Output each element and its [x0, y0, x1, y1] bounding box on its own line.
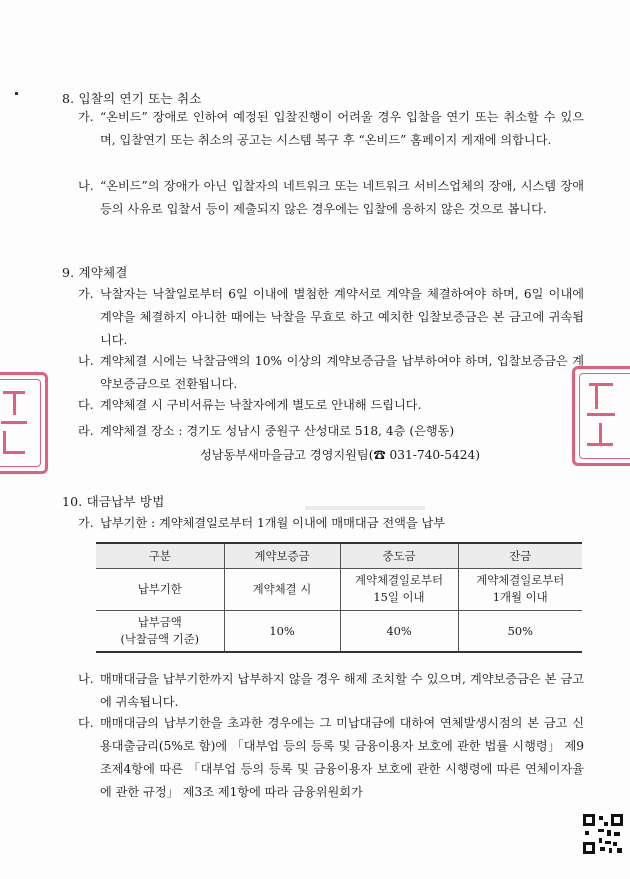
- section-9-item-na: [78, 350, 584, 396]
- item-text: 매매대금의 납부기한을 초과한 경우에는 그 미납대금에 대하여 연체발생시점의 본 금고 신용대출금리(5%로 함)에 「대부업 등의 등록 및 금융이용자 보호에 관한 법률 시행령」 제9조제4항에 따른 「대부업 등의 등록 및 금융이용자 보호에 관한 시행령에 따른 연체이자율에 관한 규정」 제3조 제1항에 따라 금융위원회가: [100, 716, 584, 799]
- cell-line: (낙찰금액 기준): [120, 631, 200, 646]
- section-9-heading: 9. 계약체결: [62, 265, 128, 280]
- section-10-heading: 10. 대금납부 방법: [62, 494, 165, 509]
- contact-line: 성남동부새마을금고 경영지원팀(☎ 031-740-5424): [200, 448, 481, 462]
- cell-line: 납부금액: [137, 614, 182, 629]
- section-9-item-ra: [78, 420, 584, 443]
- row-label-due: 납부기한: [96, 568, 224, 610]
- cell-balance-amount: 50%: [458, 610, 582, 652]
- qr-code-icon: [583, 814, 623, 854]
- item-marker: 나.: [78, 354, 94, 368]
- seal-stamp-icon: [0, 372, 48, 474]
- table-row: [96, 568, 582, 610]
- table-header-row: [96, 543, 582, 568]
- header-deposit: 계약보증금: [224, 543, 340, 568]
- item-marker: 다.: [78, 716, 94, 730]
- cell-balance-due: [458, 568, 582, 610]
- cell-interim-due: [340, 568, 458, 610]
- section-8-heading: 8. 입찰의 연기 또는 취소: [62, 91, 202, 106]
- item-text: 계약체결 장소 : 경기도 성남시 중원구 산성대로 518, 4층 (은행동): [100, 424, 455, 438]
- item-marker: 나.: [78, 672, 94, 686]
- item-marker: 라.: [78, 424, 94, 438]
- item-text: 매매대금을 납부기한까지 납부하지 않을 경우 해제 조치할 수 있으며, 계약보증금은 본 금고에 귀속됩니다.: [100, 672, 584, 709]
- payment-table: [96, 542, 582, 653]
- section-10-item-na: [78, 668, 584, 714]
- cell-line: 1개월 이내: [492, 590, 548, 604]
- header-category: 구분: [96, 543, 224, 568]
- seal-stamp-icon: [572, 366, 630, 466]
- scan-speck: [15, 92, 18, 95]
- section-9-item-da: [78, 394, 584, 417]
- cell-line: 계약체결일로부터: [476, 573, 565, 587]
- item-text: 납부기한 : 계약체결일로부터 1개월 이내에 매매대금 전액을 납부: [100, 516, 446, 530]
- table-row: [96, 610, 582, 652]
- section-9-item-ga: [78, 283, 584, 352]
- cell-deposit-due: 계약체결 시: [224, 568, 340, 610]
- section-8-item-ga: [78, 106, 584, 152]
- header-balance: 잔금: [458, 543, 582, 568]
- item-text: “온비드” 장애로 인하여 예정된 입찰진행이 어려울 경우 입찰을 연기 또는 취소할 수 있으며, 입찰연기 또는 취소의 공고는 시스템 복구 후 “온비드” 홈페이지 게재에 의합니다.: [100, 110, 584, 147]
- section-8-item-na: [78, 175, 584, 221]
- item-text: “온비드”의 장애가 아닌 입찰자의 네트워크 또는 네트워크 서비스업체의 장애, 시스템 장애 등의 사유로 입찰서 등이 제출되지 않은 경우에는 입찰에 응하지 않은 것으로 봅니다.: [100, 179, 584, 216]
- row-label-amount: [96, 610, 224, 652]
- item-text: 계약체결 시에는 낙찰금액의 10% 이상의 계약보증금을 납부하여야 하며, 입찰보증금은 계약보증금으로 전환됩니다.: [100, 354, 584, 391]
- cell-line: 계약체결일로부터: [354, 573, 444, 587]
- cell-line: 15일 이내: [373, 590, 425, 604]
- item-text: 낙찰자는 낙찰일로부터 6일 이내에 별첨한 계약서로 계약을 체결하여야 하며, 6일 이내에 계약을 체결하지 아니한 때에는 낙찰을 무효로 하고 예치한 입찰보증금은 본 금고에 귀속됩니다.: [100, 287, 584, 347]
- item-marker: 다.: [78, 398, 94, 412]
- item-marker: 가.: [78, 516, 94, 530]
- item-marker: 가.: [78, 110, 94, 124]
- scan-artifact: [305, 506, 425, 510]
- cell-interim-amount: 40%: [340, 610, 458, 652]
- item-marker: 나.: [78, 179, 94, 193]
- item-marker: 가.: [78, 287, 94, 301]
- section-10-item-ga: [78, 512, 584, 535]
- header-interim: 중도금: [340, 543, 458, 568]
- item-text: 계약체결 시 구비서류는 낙찰자에게 별도로 안내해 드립니다.: [100, 398, 422, 412]
- section-10-item-da: [78, 712, 584, 804]
- cell-deposit-amount: 10%: [224, 610, 340, 652]
